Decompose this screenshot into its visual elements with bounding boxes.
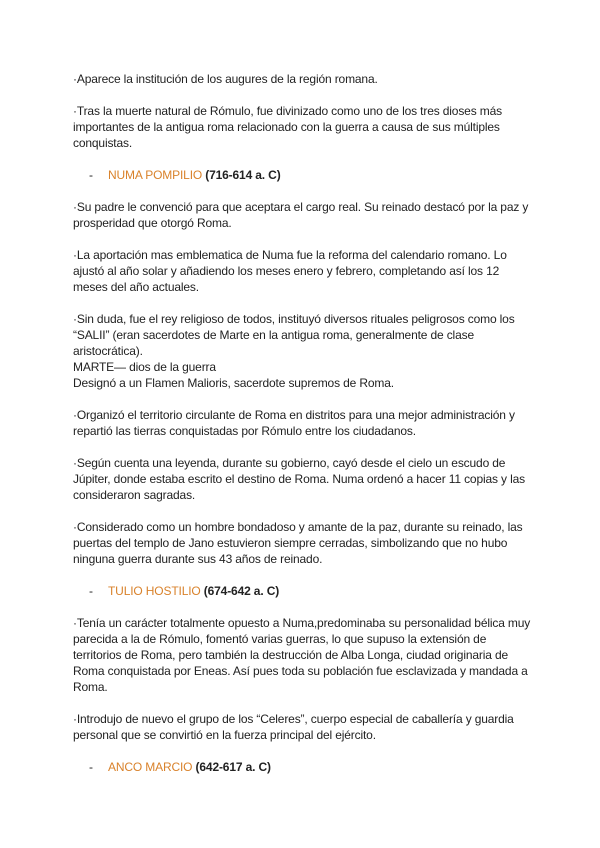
heading-text [108, 167, 281, 183]
section-heading-anco-marcio [73, 759, 533, 775]
heading-text [108, 759, 271, 775]
paragraph-distritos: ·Organizó el territorio circulante de Roma en distritos para una mejor administración y repartió las tierras conquistadas por Rómulo entre los ciudadanos. [73, 408, 515, 438]
list-dash: - [89, 168, 93, 182]
list-dash: - [89, 584, 93, 598]
heading-text [108, 583, 279, 599]
king-name: NUMA POMPILIO [108, 168, 203, 182]
reign-dates: (642-617 a. C) [195, 760, 271, 774]
section-heading-tulio-hostilio [73, 583, 533, 599]
paragraph-romulo-divinizado: ·Tras la muerte natural de Rómulo, fue divinizado como uno de los tres dioses más importantes de la antigua roma relacionado con la guerra a causa de sus múltiples conquistas. [73, 104, 502, 150]
paragraph-templo-jano: ·Considerado como un hombre bondadoso y amante de la paz, durante su reinado, las puertas del templo de Jano estuvieron siempre cerradas, simbolizando que no hubo ninguna guerra durante sus 43 años de reinado. [73, 520, 523, 566]
paragraph-augures: ·Aparece la institución de los augures de la región romana. [73, 72, 378, 86]
paragraph-calendario: ·La aportación mas emblematica de Numa fue la reforma del calendario romano. Lo ajustó al año solar y añadiendo los meses enero y febrero, completando así los 12 meses del año actuales. [73, 248, 507, 294]
document-body [73, 71, 533, 791]
paragraph-caracter-belico: ·Tenía un carácter totalmente opuesto a Numa,predominaba su personalidad bélica muy parecida a la de Rómulo, fomentó varias guerras, lo que supuso la extensión de territorios de Roma, pero también la destrucción de Alba Longa, ciudad originaria de Roma conquistada por Eneas. Así pues toda su población fue esclavizada y mandada a Roma. [73, 616, 531, 694]
list-dash: - [89, 760, 93, 774]
king-name: ANCO MARCIO [108, 760, 193, 774]
reign-dates: (716-614 a. C) [205, 168, 281, 182]
section-heading-numa-pompilio [73, 167, 533, 183]
king-name: TULIO HOSTILIO [108, 584, 201, 598]
paragraph-celeres: ·Introdujo de nuevo el grupo de los “Celeres”, cuerpo especial de caballería y guardia personal que se convirtió en la fuerza principal del ejército. [73, 712, 514, 742]
paragraph-flamen: Designó a un Flamen Malioris, sacerdote supremos de Roma. [73, 376, 394, 390]
reign-dates: (674-642 a. C) [203, 584, 280, 598]
paragraph-escudo-jupiter: ·Según cuenta una leyenda, durante su gobierno, cayó desde el cielo un escudo de Júpiter, donde estaba escrito el destino de Roma. Numa ordenó a hacer 11 copias y las consideraron sagradas. [73, 456, 525, 502]
paragraph-salii: ·Sin duda, fue el rey religioso de todos, instituyó diversos rituales peligrosos como los “SALII” (eran sacerdotes de Marte en la antigua roma, generalmente de clase aristocrática). [73, 312, 515, 358]
paragraph-marte: MARTE— dios de la guerra [73, 360, 216, 374]
paragraph-cargo-real: ·Su padre le convenció para que aceptara el cargo real. Su reinado destacó por la paz y prosperidad que otorgó Roma. [73, 200, 529, 230]
